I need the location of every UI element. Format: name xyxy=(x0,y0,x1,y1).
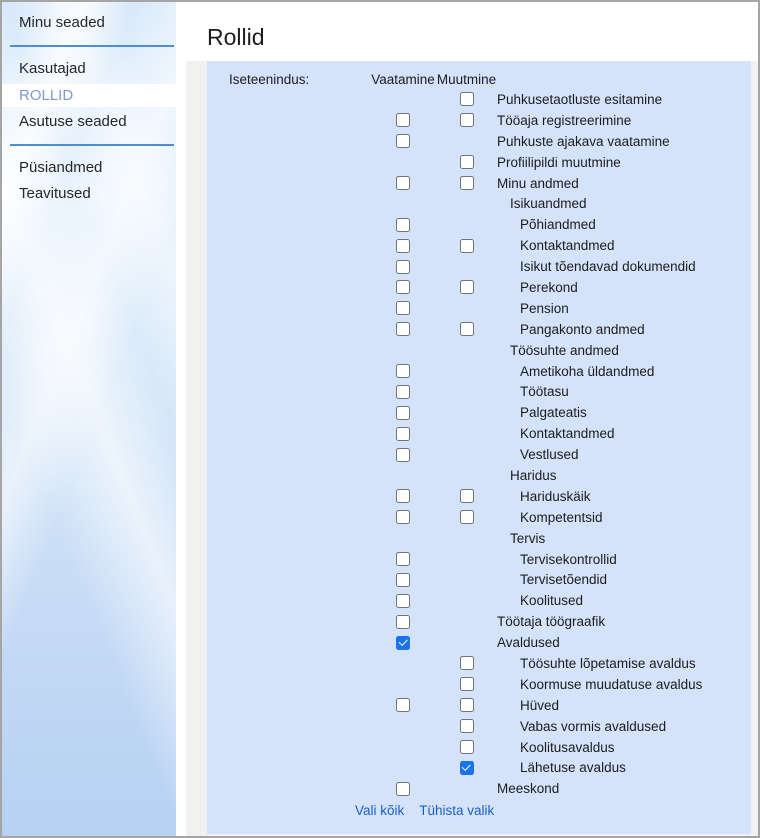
vaatamine-checkbox[interactable] xyxy=(396,113,410,127)
clear-selection-link[interactable]: Tühista valik xyxy=(419,802,495,818)
vaatamine-checkbox[interactable] xyxy=(396,176,410,190)
muutmine-checkbox[interactable] xyxy=(460,176,474,190)
panel-links-row xyxy=(207,799,751,821)
table-row xyxy=(207,89,751,110)
permission-label: Kompetentsid xyxy=(520,509,603,525)
muutmine-checkbox[interactable] xyxy=(460,761,474,775)
permission-label: Perekond xyxy=(520,279,578,295)
table-row xyxy=(207,695,751,716)
table-row xyxy=(207,569,751,590)
permission-label: Töösuhte lõpetamise avaldus xyxy=(520,655,696,671)
vaatamine-checkbox[interactable] xyxy=(396,134,410,148)
muutmine-checkbox[interactable] xyxy=(460,239,474,253)
vaatamine-checkbox[interactable] xyxy=(396,364,410,378)
muutmine-checkbox[interactable] xyxy=(460,698,474,712)
vaatamine-checkbox[interactable] xyxy=(396,636,410,650)
sidebar-item-kasutajad[interactable]: Kasutajad xyxy=(19,60,86,77)
table-row xyxy=(207,549,751,570)
table-row xyxy=(207,528,751,549)
permission-label: Pangakonto andmed xyxy=(520,321,645,337)
permission-label: Tervisekontrollid xyxy=(520,551,617,567)
permission-label: Meeskond xyxy=(497,781,560,797)
sidebar-item-teavitused[interactable]: Teavitused xyxy=(19,185,91,202)
vaatamine-checkbox[interactable] xyxy=(396,489,410,503)
table-row xyxy=(207,423,751,444)
permission-label: Töötaja töögraafik xyxy=(497,614,606,630)
table-row xyxy=(207,758,751,779)
muutmine-checkbox[interactable] xyxy=(460,719,474,733)
muutmine-checkbox[interactable] xyxy=(460,677,474,691)
vaatamine-checkbox[interactable] xyxy=(396,573,410,587)
muutmine-checkbox[interactable] xyxy=(460,656,474,670)
permission-label: Lähetuse avaldus xyxy=(520,760,626,776)
table-row xyxy=(207,486,751,507)
vaatamine-checkbox[interactable] xyxy=(396,218,410,232)
sidebar-item-asutuse-seaded[interactable]: Asutuse seaded xyxy=(19,113,127,130)
sidebar-item-pysiandmed[interactable]: Püsiandmed xyxy=(19,159,103,176)
vaatamine-checkbox[interactable] xyxy=(396,698,410,712)
permission-label: Isikut tõendavad dokumendid xyxy=(520,259,696,275)
permission-label: Ametikoha üldandmed xyxy=(520,363,655,379)
muutmine-checkbox[interactable] xyxy=(460,92,474,106)
permission-label: Vestlused xyxy=(520,447,579,463)
permissions-panel xyxy=(207,61,751,834)
table-row xyxy=(207,402,751,423)
permission-label: Pension xyxy=(520,300,569,316)
sidebar xyxy=(2,2,176,836)
vaatamine-checkbox[interactable] xyxy=(396,552,410,566)
table-row xyxy=(207,298,751,319)
permissions-rows xyxy=(207,89,751,799)
permission-label: Kontaktandmed xyxy=(520,426,615,442)
table-row xyxy=(207,340,751,361)
vaatamine-checkbox[interactable] xyxy=(396,239,410,253)
table-row xyxy=(207,653,751,674)
permission-label: Vabas vormis avaldused xyxy=(520,718,667,734)
permission-label: Puhkuste ajakava vaatamine xyxy=(497,133,670,149)
vaatamine-checkbox[interactable] xyxy=(396,510,410,524)
table-row xyxy=(207,778,751,799)
table-row xyxy=(207,737,751,758)
column-header-muutmine: Muutmine xyxy=(436,71,497,87)
table-row xyxy=(207,611,751,632)
muutmine-checkbox[interactable] xyxy=(460,113,474,127)
permission-label: Profiilipildi muutmine xyxy=(497,154,621,170)
table-row xyxy=(207,361,751,382)
table-row xyxy=(207,110,751,131)
permission-label: Palgateatis xyxy=(520,405,587,421)
table-row xyxy=(207,674,751,695)
permission-label: Tervis xyxy=(510,530,546,546)
permission-label: Põhiandmed xyxy=(520,217,596,233)
table-row xyxy=(207,277,751,298)
vaatamine-checkbox[interactable] xyxy=(396,406,410,420)
table-row xyxy=(207,214,751,235)
muutmine-checkbox[interactable] xyxy=(460,155,474,169)
permission-label: Kontaktandmed xyxy=(520,238,615,254)
permission-label: Hariduskäik xyxy=(520,488,591,504)
table-row xyxy=(207,716,751,737)
vaatamine-checkbox[interactable] xyxy=(396,322,410,336)
page-title: Rollid xyxy=(207,24,265,50)
permission-label: Koolitusavaldus xyxy=(520,739,615,755)
table-row xyxy=(207,507,751,528)
muutmine-checkbox[interactable] xyxy=(460,489,474,503)
permission-label: Avaldused xyxy=(497,635,560,651)
muutmine-checkbox[interactable] xyxy=(460,510,474,524)
permission-label: Hüved xyxy=(520,697,560,713)
permission-label: Minu andmed xyxy=(497,175,579,191)
permission-label: Koormuse muudatuse avaldus xyxy=(520,676,703,692)
muutmine-checkbox[interactable] xyxy=(460,740,474,754)
sidebar-divider xyxy=(10,144,174,146)
sidebar-divider xyxy=(10,45,174,47)
permission-label: Tervisetõendid xyxy=(520,572,608,588)
column-header-vaatamine: Vaatamine xyxy=(371,71,435,87)
main-content xyxy=(176,2,758,836)
table-row xyxy=(207,173,751,194)
table-row xyxy=(207,152,751,173)
permission-label: Puhkusetaotluste esitamine xyxy=(497,91,663,107)
vaatamine-checkbox[interactable] xyxy=(396,427,410,441)
permission-label: Töösuhte andmed xyxy=(510,342,619,358)
table-row xyxy=(207,193,751,214)
vaatamine-checkbox[interactable] xyxy=(396,260,410,274)
permission-label: Tööaja registreerimine xyxy=(497,112,632,128)
content-wrapper xyxy=(186,61,758,836)
permissions-header-row xyxy=(207,69,751,89)
muutmine-checkbox[interactable] xyxy=(460,322,474,336)
sidebar-item-rollid[interactable]: ROLLID xyxy=(2,84,176,107)
table-row xyxy=(207,319,751,340)
table-row xyxy=(207,632,751,653)
permission-label: Töötasu xyxy=(520,384,569,400)
table-row xyxy=(207,381,751,402)
select-all-link[interactable]: Vali kõik xyxy=(355,802,405,818)
section-label: Iseteenindus: xyxy=(229,71,310,87)
vaatamine-checkbox[interactable] xyxy=(396,615,410,629)
sidebar-item-minu-seaded[interactable]: Minu seaded xyxy=(19,14,105,31)
vaatamine-checkbox[interactable] xyxy=(396,448,410,462)
table-row xyxy=(207,444,751,465)
table-row xyxy=(207,256,751,277)
permission-label: Koolitused xyxy=(520,593,584,609)
permission-label: Isikuandmed xyxy=(510,196,587,212)
vaatamine-checkbox[interactable] xyxy=(396,594,410,608)
muutmine-checkbox[interactable] xyxy=(460,280,474,294)
vaatamine-checkbox[interactable] xyxy=(396,385,410,399)
table-row xyxy=(207,590,751,611)
table-row xyxy=(207,131,751,152)
vaatamine-checkbox[interactable] xyxy=(396,280,410,294)
table-row xyxy=(207,235,751,256)
vaatamine-checkbox[interactable] xyxy=(396,301,410,315)
permission-label: Haridus xyxy=(510,467,557,483)
vaatamine-checkbox[interactable] xyxy=(396,782,410,796)
table-row xyxy=(207,465,751,486)
